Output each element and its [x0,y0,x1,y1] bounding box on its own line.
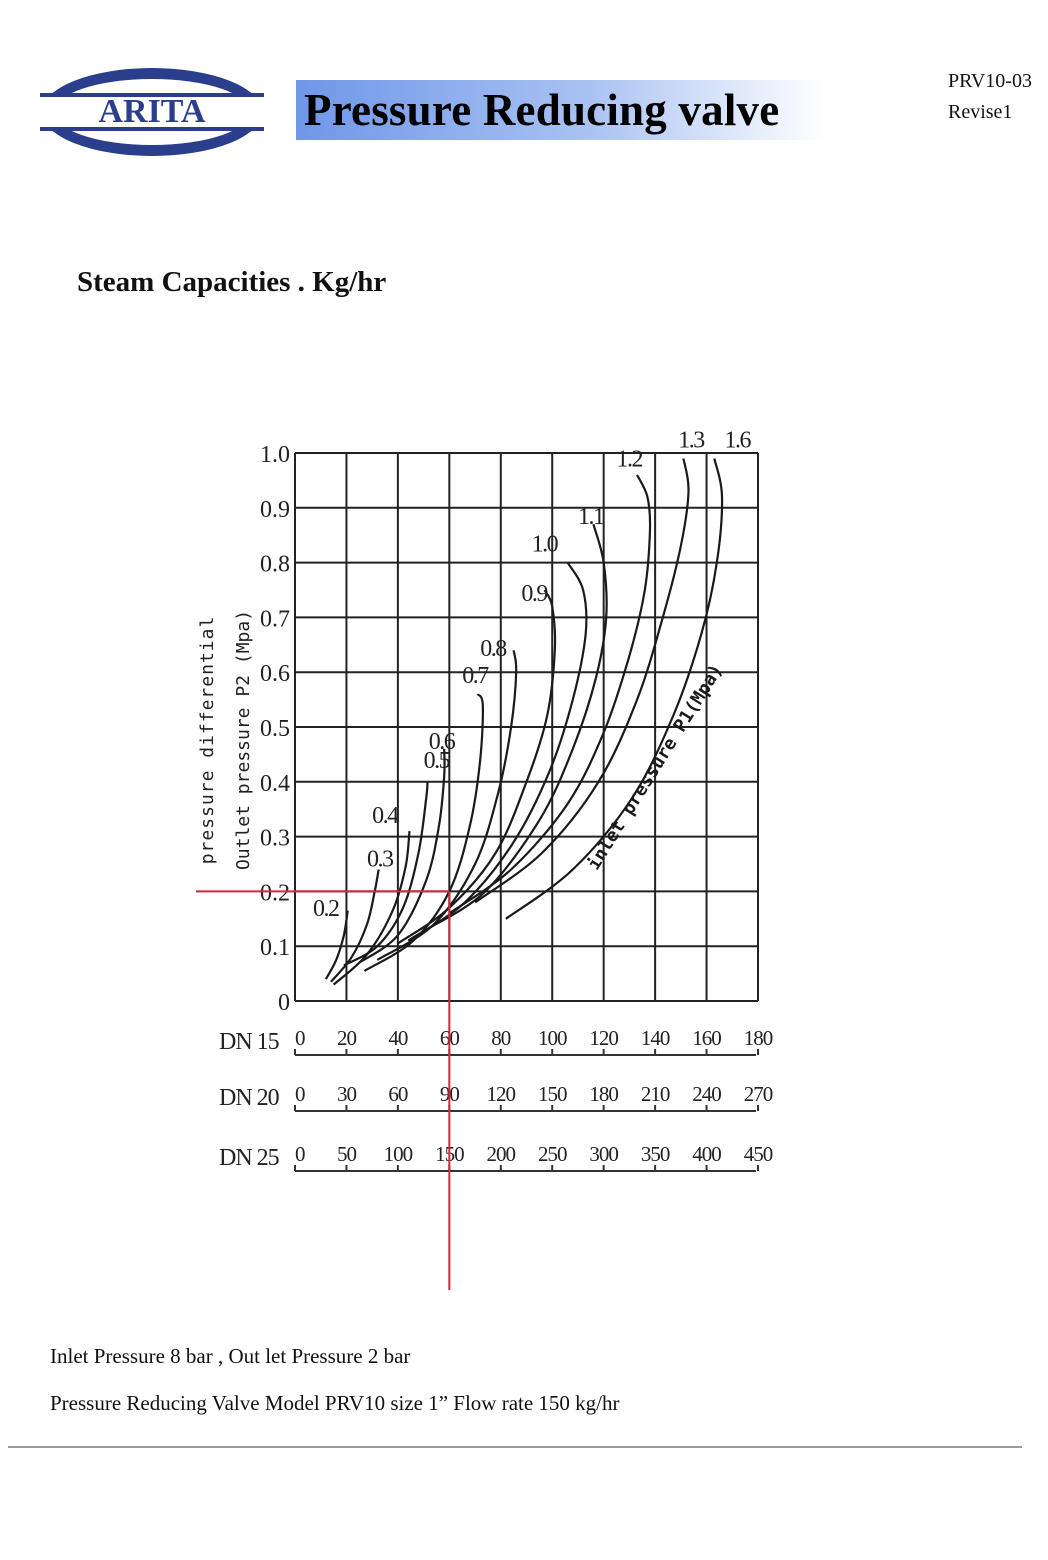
y-tick-label: 0.3 [260,825,290,852]
y-tick-label: 0.6 [260,661,290,688]
document-code: PRV10-03 [948,70,1032,92]
x-tick-label: 20 [336,1026,356,1050]
chart-curves [326,459,722,985]
x-tick-label: 270 [743,1082,773,1106]
x-tick-label: 0 [295,1026,305,1050]
x-tick-label: 250 [537,1142,567,1166]
y-tick-label: 0.9 [260,496,290,523]
curve-label: 1.3 [678,427,704,454]
x-tick-label: 210 [640,1082,670,1106]
curve-label: 0.6 [428,728,455,755]
x-tick-label: 160 [692,1026,721,1050]
x-tick-label: 180 [743,1026,773,1050]
x-tick-label: 0 [295,1082,305,1106]
curve-label: 0.5 [423,748,450,775]
curve-label: 1.1 [577,504,604,531]
chart-axes [197,442,773,1171]
y-tick-label: 0.4 [260,770,290,797]
x-scale-name: DN 15 [219,1029,279,1055]
x-tick-label: 50 [336,1142,356,1166]
y-tick-label: 0.5 [260,716,290,742]
x-scale-name: DN 25 [219,1145,279,1171]
curve-label: 1.6 [724,427,751,454]
x-tick-label: 120 [486,1082,516,1106]
curve-label: 0.4 [372,802,398,829]
x-tick-label: 30 [336,1082,356,1106]
curve-label: 0.3 [367,846,393,873]
x-tick-label: 80 [491,1026,511,1050]
x-tick-label: 40 [388,1026,408,1050]
x-tick-label: 100 [537,1026,567,1050]
y-tick-label: 0 [278,990,290,1016]
curve-label: 1.0 [531,531,558,558]
x-tick-label: 150 [435,1142,464,1166]
y-tick-label: 0.7 [260,606,290,633]
curve-label: 1.2 [616,446,643,473]
note-pressure: Inlet Pressure 8 bar , Out let Pressure 2 bar [50,1344,411,1368]
x-tick-label: 100 [383,1142,413,1166]
page-title: Pressure Reducing valve [304,85,780,135]
x-scale-name: DN 20 [219,1085,279,1111]
x-tick-label: 180 [589,1082,618,1106]
curve-label: 0.8 [480,635,506,662]
x-tick-label: 60 [439,1026,459,1050]
x-tick-label: 240 [692,1082,721,1106]
y-axis-label: Outlet pressure P2 (Mpa) [233,609,254,871]
x-tick-label: 60 [388,1082,408,1106]
y-tick-label: 1.0 [260,442,290,468]
x-tick-label: 90 [439,1082,459,1106]
x-tick-label: 140 [640,1026,670,1050]
curve-label: 0.2 [313,896,339,923]
x-tick-label: 350 [640,1142,670,1166]
x-tick-label: 450 [743,1142,773,1166]
y-tick-label: 0.1 [260,935,290,962]
inlet-pressure-label: inlet pressure P1(Mpa) [583,660,728,874]
section-title: Steam Capacities . Kg/hr [77,266,387,298]
curve-inlet-0-3 [331,870,379,982]
x-tick-label: 120 [589,1026,618,1050]
curve-label: 0.7 [462,663,488,690]
curve-inlet-0-7 [364,694,482,971]
y-tick-label: 0.2 [260,880,290,907]
y-axis-secondary-label: pressure differential [197,615,218,865]
x-tick-label: 400 [692,1142,721,1166]
y-tick-label: 0.8 [260,551,290,578]
logo-text: ARITA [98,93,206,130]
curve-label: 0.9 [521,580,547,607]
x-tick-label: 300 [589,1142,618,1166]
note-flow-rate: Pressure Reducing Valve Model PRV10 size 1” Flow rate 150 kg/hr [50,1391,620,1415]
x-tick-label: 200 [486,1142,516,1166]
x-tick-label: 0 [295,1142,305,1166]
footer-divider [8,1446,1022,1448]
revision-label: Revise1 [948,101,1013,123]
x-tick-label: 150 [537,1082,567,1106]
